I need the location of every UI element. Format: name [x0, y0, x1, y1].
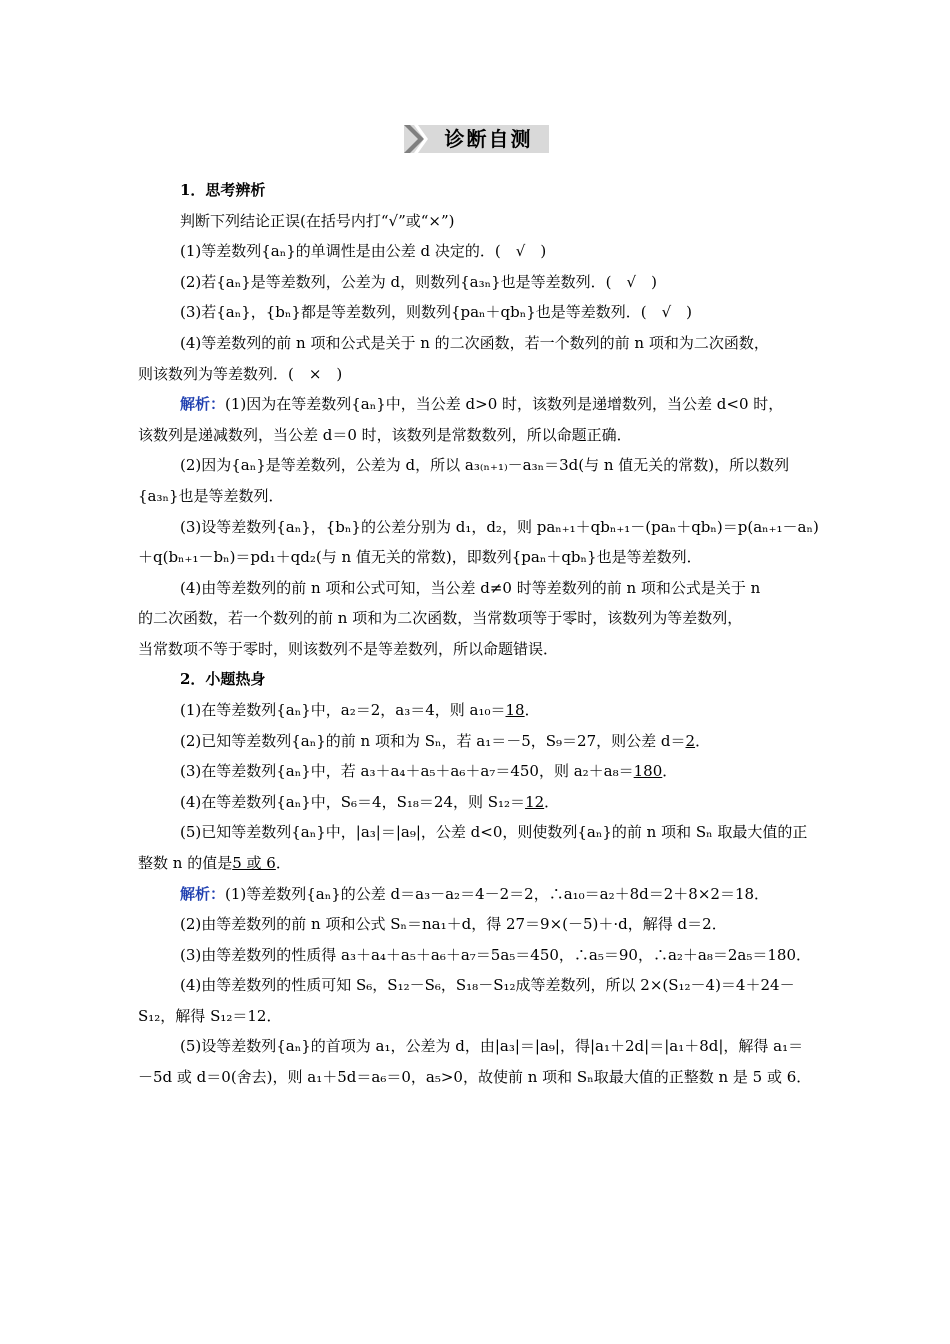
analysis-line: (3)设等差数列{aₙ}，{bₙ}的公差分别为 d₁，d₂，则 paₙ₊₁＋qbₙ₊₁－(paₙ＋qbₙ)＝p(aₙ₊₁－aₙ): [180, 518, 819, 536]
answer: 12: [525, 793, 545, 811]
analysis-line: (2)由等差数列的前 n 项和公式 Sₙ＝na₁＋d，得 27＝9×(－5)＋·d，解得 d＝2．: [180, 915, 727, 933]
analysis-line: (5)设等差数列{aₙ}的首项为 a₁，公差为 d，由|a₃|＝|a₉|，得|a₁＋2d|＝|a₁＋8d|，解得 a₁＝: [180, 1037, 804, 1055]
chevron-right-icon: [404, 125, 428, 153]
question-text: (3)在等差数列{aₙ}中，若 a₃＋a₄＋a₅＋a₆＋a₇＝450，则 a₂＋a₈＝: [180, 762, 634, 780]
analysis-line: 该数列是递减数列，当公差 d＝0 时，该数列是常数数列，所以命题正确．: [138, 426, 632, 444]
question-text: (4)在等差数列{aₙ}中，S₆＝4，S₁₈＝24，则 S₁₂＝: [180, 793, 526, 811]
analysis-label: 解析：: [180, 395, 226, 413]
answer: 18: [505, 701, 525, 719]
period: ．: [662, 762, 678, 780]
analysis-line: [180, 884, 828, 904]
question-text: 整数 n 的值是: [138, 854, 233, 872]
question-line: [180, 761, 828, 781]
section1-line: (1)等差数列{aₙ}的单调性是由公差 d 决定的．( √ ): [180, 242, 547, 260]
question-line: [180, 700, 828, 720]
answer: 5 或 6: [232, 854, 276, 872]
period: ．: [695, 732, 711, 750]
answer: 180: [633, 762, 663, 780]
section1-line: 则该数列为等差数列．( × ): [138, 365, 343, 383]
analysis-line: ＋q(bₙ₊₁－bₙ)＝pd₁＋qd₂(与 n 值无关的常数)，即数列{paₙ＋qbₙ}也是等差数列．: [138, 548, 702, 566]
question-line: [138, 853, 828, 873]
banner-title: 诊断自测: [444, 127, 533, 151]
section1-line: 判断下列结论正误(在括号内打“√”或“×”): [180, 212, 455, 230]
question-line: [180, 731, 828, 751]
section1-line: (2)若{aₙ}是等差数列，公差为 d，则数列{a₃ₙ}也是等差数列．( √ ): [180, 273, 657, 291]
analysis-line: (4)由等差数列的性质可知 S₆，S₁₂－S₆，S₁₈－S₁₂成等差数列，所以 2×(S₁₂－4)＝4＋24－: [180, 976, 795, 994]
analysis-text: (1)因为在等差数列{aₙ}中，当公差 d>0 时，该数列是递增数列，当公差 d<0 时，: [225, 395, 784, 413]
analysis-line: (4)由等差数列的前 n 项和公式可知，当公差 d≠0 时等差数列的前 n 项和公式是关于 n: [180, 579, 761, 597]
analysis-line: [180, 394, 828, 414]
section1-line: (4)等差数列的前 n 项和公式是关于 n 的二次函数，若一个数列的前 n 项和为二次函数，: [180, 334, 769, 352]
period: ．: [275, 854, 291, 872]
analysis-label: 解析：: [180, 885, 226, 903]
period: ．: [524, 701, 540, 719]
question-line: [180, 792, 828, 812]
analysis-line: (2)因为{aₙ}是等差数列，公差为 d，所以 a₃₍ₙ₊₁₎－a₃ₙ＝3d(与 n 值无关的常数)，所以数列: [180, 456, 790, 474]
analysis-line: {a₃ₙ}也是等差数列．: [138, 487, 284, 505]
section2-heading: 2．小题热身: [180, 670, 266, 688]
period: ．: [544, 793, 560, 811]
question-text: (1)在等差数列{aₙ}中，a₂＝2，a₃＝4，则 a₁₀＝: [180, 701, 506, 719]
analysis-line: 的二次函数，若一个数列的前 n 项和为二次函数，当常数项等于零时，该数列为等差数列，: [138, 609, 743, 627]
analysis-line: 当常数项不等于零时，则该数列不是等差数列，所以命题错误．: [138, 640, 559, 658]
analysis-line: (3)由等差数列的性质得 a₃＋a₄＋a₅＋a₆＋a₇＝5a₅＝450，∴a₅＝90，∴a₂＋a₈＝2a₅＝180．: [180, 946, 812, 964]
analysis-line: －5d 或 d＝0(舍去)，则 a₁＋5d＝a₆＝0，a₅>0，故使前 n 项和 Sₙ取最大值的正整数 n 是 5 或 6．: [138, 1068, 812, 1086]
question-line: (5)已知等差数列{aₙ}中，|a₃|＝|a₉|，公差 d<0，则使数列{aₙ}的前 n 项和 Sₙ 取最大值的正: [180, 823, 808, 841]
section1-heading: 1．思考辨析: [180, 181, 266, 199]
section-banner: [404, 125, 549, 153]
analysis-text: (1)等差数列{aₙ}的公差 d＝a₃－a₂＝4－2＝2，∴a₁₀＝a₂＋8d＝2＋8×2＝18．: [225, 885, 770, 903]
analysis-line: S₁₂，解得 S₁₂＝12．: [138, 1007, 282, 1025]
answer: 2: [685, 732, 696, 750]
section1-line: (3)若{aₙ}，{bₙ}都是等差数列，则数列{paₙ＋qbₙ}也是等差数列．( √ ): [180, 303, 693, 321]
question-text: (2)已知等差数列{aₙ}的前 n 项和为 Sₙ，若 a₁＝－5，S₉＝27，则公差 d＝: [180, 732, 686, 750]
